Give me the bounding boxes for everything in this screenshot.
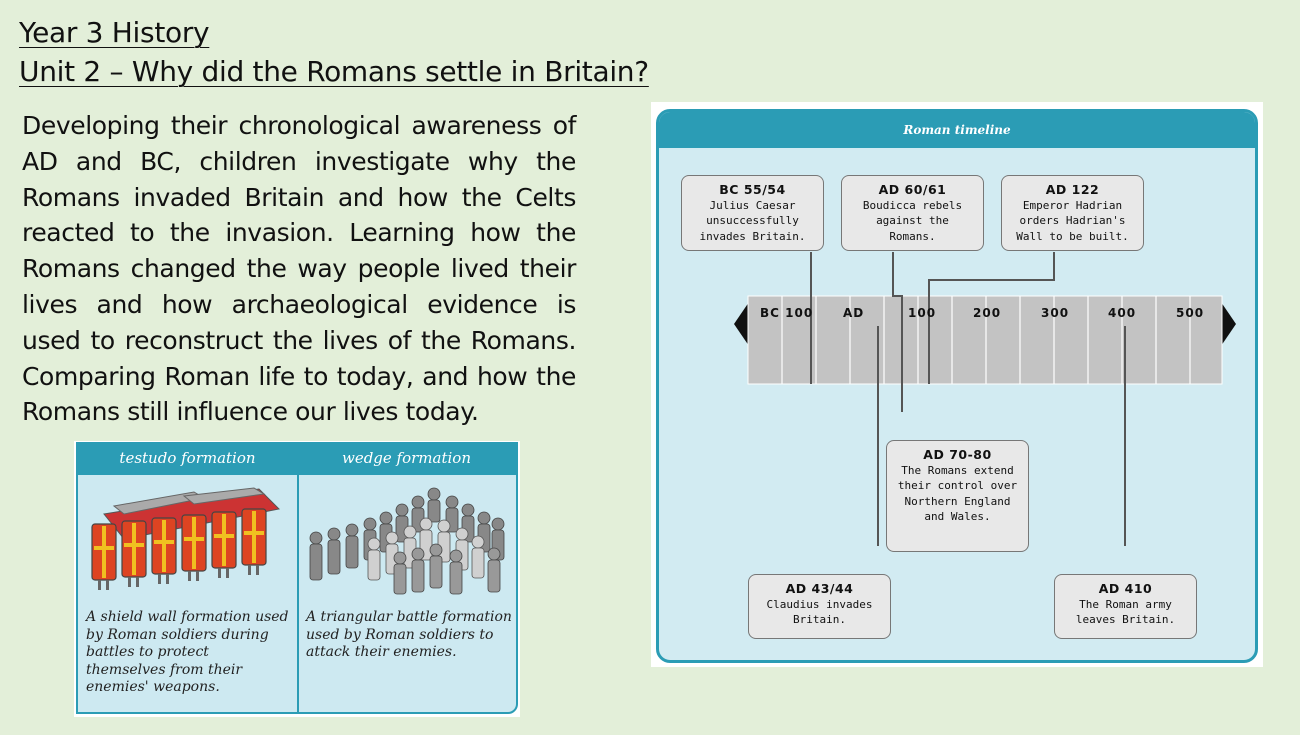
tick-200: 200 xyxy=(973,306,1002,320)
event-ad-410 xyxy=(1054,574,1197,639)
tick-bc-100: BC 100 xyxy=(760,306,814,320)
arrow-left-icon xyxy=(734,302,749,346)
event-text: Boudicca rebels against the Romans. xyxy=(862,198,963,243)
wedge-heading: wedge formation xyxy=(341,449,471,467)
tick-100: 100 xyxy=(908,306,937,320)
event-ad-60 xyxy=(841,175,984,251)
event-ad-70 xyxy=(886,440,1029,552)
tick-400: 400 xyxy=(1108,306,1137,320)
event-ad-43 xyxy=(748,574,891,639)
tick-ad: AD xyxy=(843,306,865,320)
wedge-description: A triangular battle formation used by Roman soldiers to attack their enemies. xyxy=(306,609,512,660)
wedge-illustration xyxy=(306,484,514,602)
shield-icon xyxy=(92,488,279,590)
unit-description: Developing their chronological awareness of AD and BC, children investigate why the Romans invaded Britain and how the Celts reacted to the invasion. Learning how the Romans changed the way people lived their lives and how archaeological evidence is used to reconstruct the lives of the Romans. Comparing Roman life to today, and how the Romans still influence our lives today. xyxy=(22,111,576,427)
formations-header xyxy=(78,444,516,475)
event-date: AD 70-80 xyxy=(923,447,992,462)
event-date: AD 43/44 xyxy=(785,581,854,596)
formations-divider xyxy=(297,475,299,714)
event-text: The Roman army leaves Britain. xyxy=(1075,597,1176,626)
event-date: AD 122 xyxy=(1045,182,1100,197)
event-date: BC 55/54 xyxy=(719,182,786,197)
page-title-year: Year 3 History xyxy=(19,16,210,49)
testudo-heading: testudo formation xyxy=(119,449,256,467)
page-title-unit: Unit 2 – Why did the Romans settle in Britain? xyxy=(19,55,649,88)
tick-300: 300 xyxy=(1041,306,1070,320)
testudo-description: A shield wall formation used by Roman soldiers during battles to protect themselves from their enemies' weapons. xyxy=(86,609,289,695)
tick-500: 500 xyxy=(1176,306,1205,320)
event-text: The Romans extend their control over Northern England and Wales. xyxy=(897,463,1018,523)
timeline-card xyxy=(651,102,1263,667)
event-text: Julius Caesar unsuccessfully invades Britain. xyxy=(699,198,806,243)
arrow-right-icon xyxy=(1221,302,1236,346)
event-date: AD 60/61 xyxy=(878,182,947,197)
event-bc-55 xyxy=(681,175,824,251)
testudo-illustration xyxy=(84,484,294,602)
event-ad-122 xyxy=(1001,175,1144,251)
event-text: Claudius invades Britain. xyxy=(766,597,873,626)
timeline-title: Roman timeline xyxy=(659,112,1255,148)
formations-card xyxy=(74,441,520,717)
event-date: AD 410 xyxy=(1098,581,1153,596)
event-text: Emperor Hadrian orders Hadrian's Wall to be built. xyxy=(1016,198,1129,243)
timeline-panel xyxy=(656,109,1258,663)
soldier-group-icon xyxy=(310,488,504,594)
formations-panel xyxy=(76,442,518,714)
